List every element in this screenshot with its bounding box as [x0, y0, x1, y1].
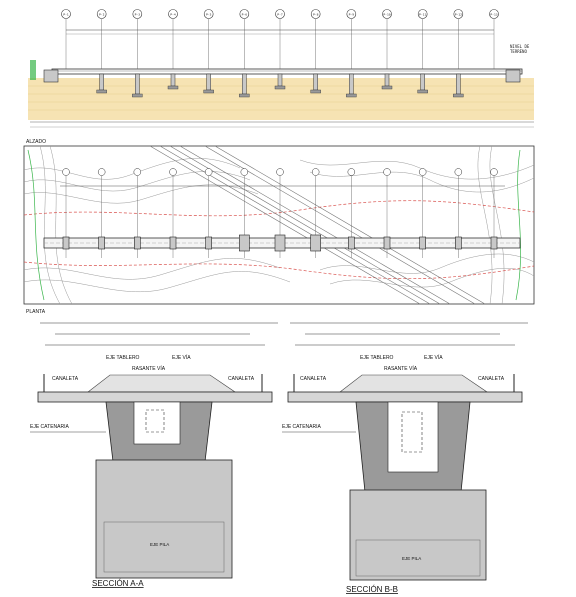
section-b-canaleta-left: CANALETA — [300, 376, 327, 382]
elevation-pier-column — [242, 74, 246, 94]
elevation-pier-column — [385, 74, 389, 86]
plan-pier-footprint — [63, 237, 69, 249]
elevation-pier-footing — [204, 90, 214, 93]
elevation-pier-label: P-5 — [205, 12, 212, 17]
section-a-canaleta-left: CANALETA — [52, 376, 79, 382]
elevation-pier-label: P-10 — [383, 12, 391, 17]
section-a-pier — [96, 460, 232, 578]
plan-pier-callout — [419, 169, 426, 176]
elevation-pier-label: P-7 — [277, 12, 283, 17]
plan-pier-callout — [384, 169, 391, 176]
elevation-pier-label: P-13 — [490, 12, 498, 17]
right-abutment — [506, 70, 520, 82]
elevation-pier-column — [135, 74, 139, 94]
elevation-pier-footing — [418, 90, 428, 93]
elevation-pier-footing — [168, 86, 178, 89]
section-b-eje-tablero: EJE TABLERO — [360, 355, 394, 361]
plan-title: ALZADO — [26, 139, 47, 145]
elevation-pier-footing — [132, 94, 142, 97]
section-a-ballast — [88, 375, 235, 392]
elevation-pier-label: P-1 — [63, 12, 69, 17]
elevation-pier-column — [207, 74, 211, 90]
elevation-pier-label: P-2 — [98, 12, 105, 17]
section-b-b — [282, 323, 528, 594]
section-b-deck-slab — [288, 392, 522, 402]
elevation-pier-label: P-3 — [134, 12, 141, 17]
plan-pier-footprint — [384, 237, 390, 249]
plan-pier-footprint — [239, 235, 249, 251]
elevation-pier-footing — [239, 94, 249, 97]
elevation-pier-footing — [453, 94, 463, 97]
section-a-eje-via: EJE VÍA — [172, 355, 191, 361]
elevation-pier-column — [100, 74, 104, 90]
elevation-pier-column — [421, 74, 425, 90]
plan-pier-callout — [491, 169, 498, 176]
plan-pier-footprint — [134, 237, 140, 249]
plan-pier-callout — [348, 169, 355, 176]
section-a-eje-catenaria: EJE CATENARIA — [30, 424, 69, 430]
plan-pier-callout — [134, 169, 141, 176]
section-b-rasante: RASANTE VÍA — [384, 366, 418, 372]
elevation-pier-footing — [346, 94, 356, 97]
elevation-pier-footing — [311, 90, 321, 93]
plan-pier-callout — [205, 169, 212, 176]
svg-text:TERRENO: TERRENO — [510, 49, 527, 54]
section-b-eje-catenaria: EJE CATENARIA — [282, 424, 321, 430]
section-b-canaleta-right: CANALETA — [478, 376, 505, 382]
plan-pier-footprint — [170, 237, 176, 249]
plan-pier-footprint — [275, 235, 285, 251]
plan-pier-callout — [241, 169, 248, 176]
elevation-pier-label: P-4 — [170, 12, 176, 17]
elevation-pier-footing — [97, 90, 107, 93]
elevation-pier-footing — [275, 86, 285, 89]
elevation-pier-label: P-11 — [419, 12, 427, 17]
plan-footer-label: PLANTA — [26, 309, 46, 315]
plan-view — [24, 139, 534, 315]
section-a-a — [30, 323, 278, 588]
plan-pier-footprint — [206, 237, 212, 249]
elevation-pier-label: P-9 — [348, 12, 355, 17]
plan-pier-callout — [98, 169, 105, 176]
section-a-rasante: RASANTE VÍA — [132, 366, 166, 372]
elevation-pier-column — [171, 74, 175, 86]
svg-text:NIVEL DE: NIVEL DE — [510, 44, 530, 49]
plan-pier-callout — [455, 169, 462, 176]
plan-pier-callout — [277, 169, 284, 176]
elevation-pier-label: P-12 — [454, 12, 462, 17]
section-b-ballast — [340, 375, 487, 392]
elevation-deck — [52, 69, 522, 74]
section-b-title: SECCIÓN B-B — [346, 585, 399, 594]
plan-pier-footprint — [455, 237, 461, 249]
elevation-pier-footing — [382, 86, 392, 89]
elevation-pier-column — [314, 74, 318, 90]
plan-pier-footprint — [311, 235, 321, 251]
section-a-eje-pila: EJE PILA — [150, 542, 170, 547]
elevation-pier-label: P-6 — [241, 12, 248, 17]
plan-pier-footprint — [420, 237, 426, 249]
plan-pier-footprint — [99, 237, 105, 249]
section-a-deck-slab — [38, 392, 272, 402]
plan-pier-footprint — [491, 237, 497, 249]
left-abutment — [44, 70, 58, 82]
plan-pier-callout — [312, 169, 319, 176]
section-a-canaleta-right: CANALETA — [228, 376, 255, 382]
section-a-title: SECCIÓN A-A — [92, 579, 144, 588]
plan-pier-footprint — [348, 237, 354, 249]
elevation-pier-column — [278, 74, 282, 86]
elevation-pier-label: P-8 — [312, 12, 319, 17]
section-b-pier — [350, 490, 486, 580]
plan-pier-callout — [63, 169, 70, 176]
section-b-eje-via: EJE VÍA — [424, 355, 443, 361]
plan-pier-callout — [170, 169, 177, 176]
section-a-eje-tablero: EJE TABLERO — [106, 355, 140, 361]
elevation-pier-column — [349, 74, 353, 94]
elevation-pier-column — [456, 74, 460, 94]
section-b-eje-pila: EJE PILA — [402, 556, 422, 561]
